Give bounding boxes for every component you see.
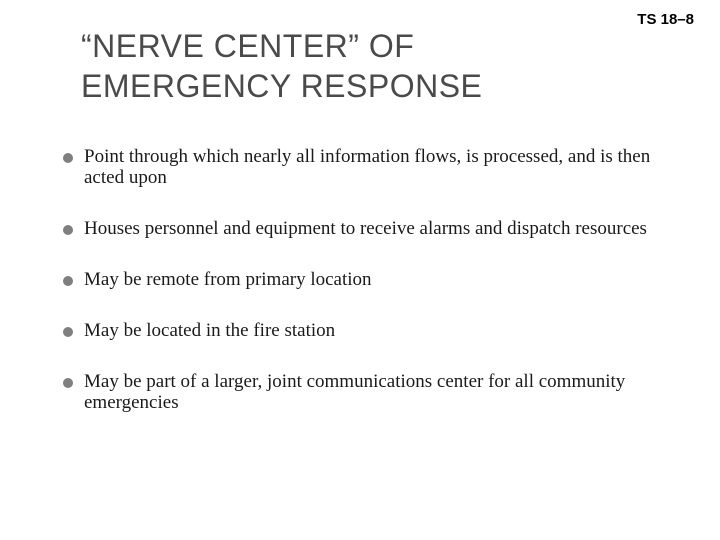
bullet-text: May be remote from primary location: [84, 269, 372, 290]
bullet-item: [63, 218, 663, 239]
bullet-item: [63, 371, 663, 413]
bullet-text: May be part of a larger, joint communications center for all community emergencies: [84, 371, 626, 413]
slide-number: TS 18–8: [637, 11, 694, 28]
slide-title-line-2: EMERGENCY RESPONSE: [81, 68, 483, 104]
slide-title: [81, 26, 601, 106]
bullet-dot-icon: [63, 153, 73, 163]
bullet-dot-icon: [63, 225, 73, 235]
bullet-item: [63, 320, 663, 341]
bullet-dot-icon: [63, 327, 73, 337]
bullet-text: Point through which nearly all information flows, is processed, and is then acted upon: [84, 146, 651, 188]
bullet-text: Houses personnel and equipment to receive alarms and dispatch resources: [84, 218, 647, 239]
bullet-dot-icon: [63, 276, 73, 286]
bullet-item: [63, 269, 663, 290]
bullet-list: [63, 146, 663, 443]
bullet-dot-icon: [63, 378, 73, 388]
slide-title-line-1: “NERVE CENTER” OF: [81, 28, 415, 64]
bullet-text: May be located in the fire station: [84, 320, 336, 341]
bullet-item: [63, 146, 663, 188]
